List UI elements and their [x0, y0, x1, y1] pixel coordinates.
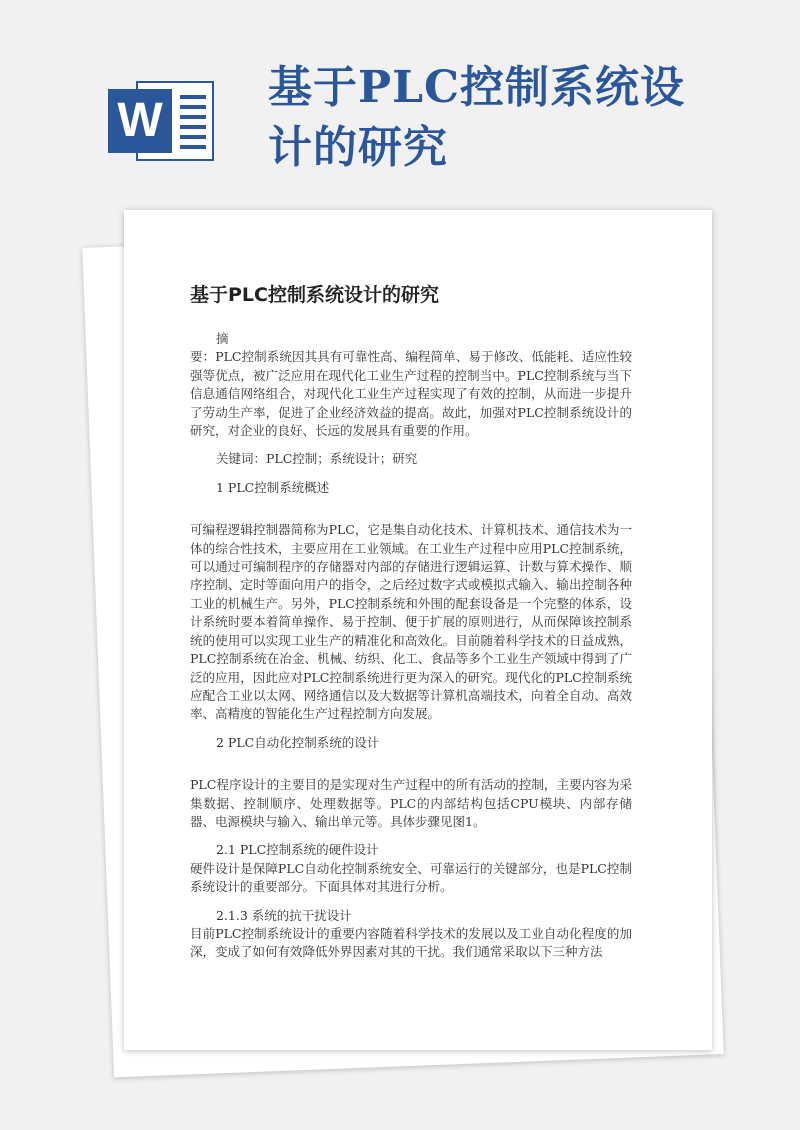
- document-body: [190, 330, 632, 962]
- section-1-body: 可编程逻辑控制器简称为PLC，它是集自动化技术、计算机技术、通信技术为一体的综合性技术，主要应用在工业领域。在工业生产过程中应用PLC控制系统，可以通过可编制程序的存储器对内部的存储进行逻辑运算、计数与算术操作、顺序控制、定时等面向用户的指令，之后经过数字式或模拟式输入、输出控制各种工业的机械生产。另外，PLC控制系统和外围的配套设备是一个完整的体系，设计系统时要本着简单操作、易于控制、便于扩展的原则进行，从而保障该控制系统的使用可以实现工业生产的精准化和高效化。目前随着科学技术的日益成熟，PLC控制系统在冶金、机械、纺织、化工、食品等多个工业生产领域中得到了广泛的应用，因此应对PLC控制系统进行更为深入的研究。现代化的PLC控制系统应配合工业以太网、网络通信以及大数据等计算机高端技术，向着全自动、高效率、高精度的智能化生产过程控制方向发展。: [190, 522, 632, 722]
- section-2-1-body: 硬件设计是保障PLC自动化控制系统安全、可靠运行的关键部分，也是PLC控制系统设计的重要部分。下面具体对其进行分析。: [190, 860, 632, 895]
- abstract-text: 要：PLC控制系统因其具有可靠性高、编程简单、易于修改、低能耗、适应性较强等优点，被广泛应用在现代化工业生产过程的控制当中。PLC控制系统与当下信息通信网络组合，对现代化工业生产过程实现了有效的控制，从而进一步提升了劳动生产率，促进了企业经济效益的提高。故此，加强对PLC控制系统设计的研究，对企业的良好、长远的发展具有重要的作用。: [190, 349, 632, 439]
- header-title: 基于PLC控制系统设计的研究: [268, 62, 686, 173]
- word-badge-icon: W: [108, 89, 172, 153]
- word-document-icon: [108, 75, 216, 165]
- section-1-heading: 1 PLC控制系统概述: [216, 479, 330, 495]
- section-2-1-heading: 2.1 PLC控制系统的硬件设计: [216, 842, 379, 858]
- section-2-1-3-heading: 2.1.3 系统的抗干扰设计: [216, 907, 352, 923]
- document-page: [124, 210, 712, 1050]
- section-2-heading: 2 PLC自动化控制系统的设计: [216, 734, 380, 750]
- abstract-label: 摘: [216, 331, 229, 346]
- section-2-body: PLC程序设计的主要目的是实现对生产过程中的所有活动的控制，主要内容为采集数据、控制顺序、处理数据等。PLC的内部结构包括CPU模块、内部存储器、电源模块与输入、输出单元等。具体步骤见图1。: [190, 777, 632, 829]
- page-header: [0, 0, 800, 200]
- section-2-1-3-body: 目前PLC控制系统设计的重要内容随着科学技术的发展以及工业自动化程度的加深，变成了如何有效降低外界因素对其的干扰。我们通常采取以下三种方法: [190, 925, 632, 960]
- keywords: 关键词：PLC控制；系统设计；研究: [216, 451, 418, 467]
- document-title: 基于PLC控制系统设计的研究: [190, 284, 439, 306]
